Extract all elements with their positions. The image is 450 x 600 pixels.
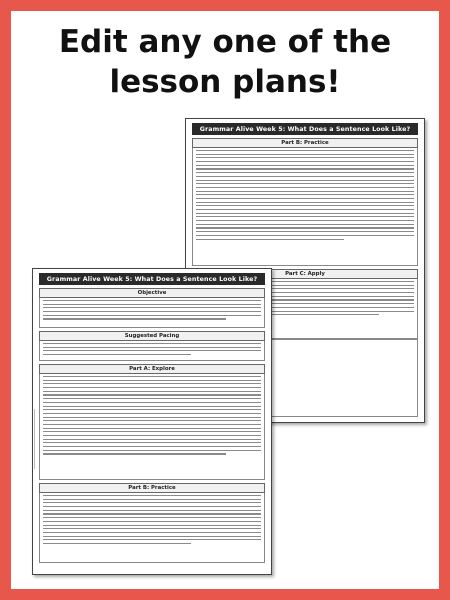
page-side-margin-mark (34, 409, 38, 469)
text-lines (43, 343, 261, 355)
text-lines (43, 376, 261, 455)
front-section-practice-heading: Part B: Practice (39, 483, 265, 493)
headline-line-1: Edit any one of the (58, 24, 392, 60)
front-section-practice-body (39, 493, 265, 563)
back-section-apply-heading: Part C: Apply (192, 269, 418, 279)
headline-line-2: lesson plans! (109, 64, 341, 100)
front-section-pacing-heading: Suggested Pacing (39, 331, 265, 341)
lesson-plan-page-front[interactable] (32, 268, 272, 575)
text-lines (43, 495, 261, 544)
front-section-pacing-body (39, 341, 265, 361)
front-section-explore-heading: Part A: Explore (39, 364, 265, 374)
back-section-practice-heading: Part B: Practice (192, 138, 418, 148)
text-lines (196, 150, 414, 240)
front-page-title: Grammar Alive Week 5: What Does a Sentence Look Like? (39, 273, 265, 285)
front-section-explore-body (39, 374, 265, 480)
front-section-objective-body (39, 298, 265, 328)
back-section-practice-body (192, 148, 418, 266)
text-lines (43, 300, 261, 320)
headline (11, 22, 439, 102)
back-page-title: Grammar Alive Week 5: What Does a Sentence Look Like? (192, 123, 418, 135)
front-section-objective-heading: Objective (39, 288, 265, 298)
